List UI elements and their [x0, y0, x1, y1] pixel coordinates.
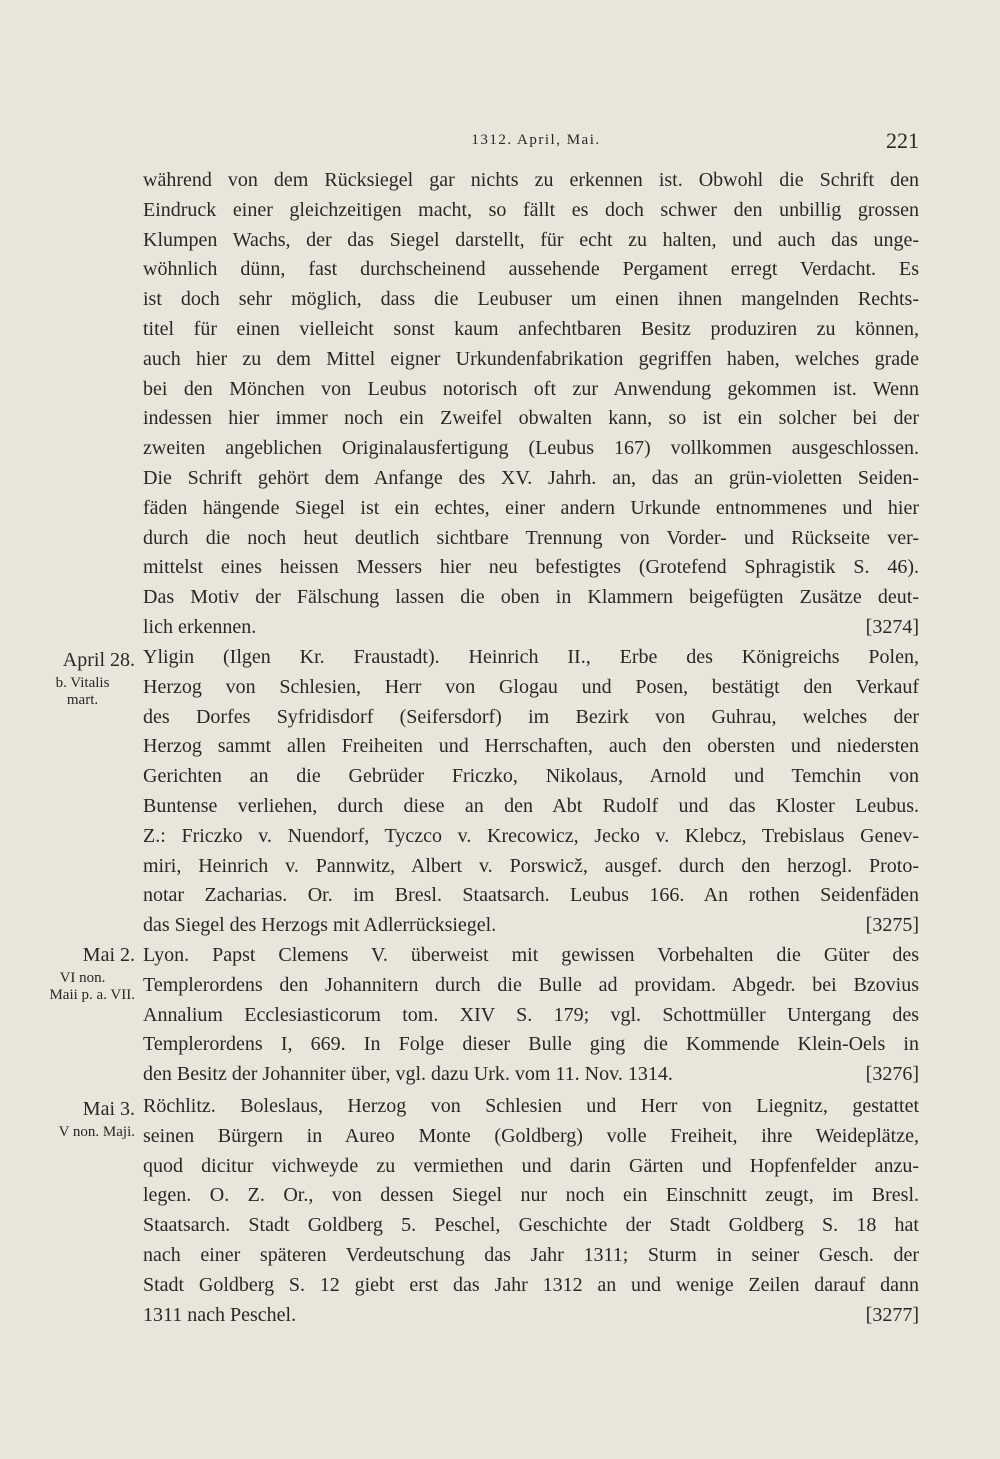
- text-line: Herzog von Schlesien, Herr von Glogau und Posen, bestätigt den Verkauf: [143, 675, 919, 698]
- text-line: notar Zacharias. Or. im Bresl. Staatsarch. Leubus 166. An rothen Seidenfäden: [143, 884, 919, 907]
- margin-note: mart.: [66, 692, 99, 708]
- text-line: auch hier zu dem Mittel eigner Urkundenfabrikation gegriffen haben, welches grade: [143, 347, 919, 370]
- margin-date: Mai 2.: [82, 944, 135, 966]
- text-line: [143, 1060, 919, 1090]
- margin-note: V non. Maji.: [58, 1124, 135, 1140]
- text-line: Röchlitz. Boleslaus, Herzog von Schlesien und Herr von Liegnitz, gestattet: [143, 1095, 919, 1117]
- text-line: indessen hier immer noch ein Zweifel obwalten kann, so ist ein solcher bei der: [143, 407, 919, 430]
- entry-number: [3277]: [865, 1303, 919, 1326]
- text-line: miri, Heinrich v. Pannwitz, Albert v. Porswicž, ausgef. durch den herzogl. Proto-: [143, 854, 919, 877]
- margin-date: April 28.: [62, 649, 135, 671]
- margin-date-mai-2: [20, 940, 135, 1004]
- text-line: Herzog sammt allen Freiheiten und Herrschaften, auch den obersten und niedersten: [143, 735, 919, 758]
- margin-note: Maii p. a. VII.: [49, 987, 135, 1003]
- text-line: nach einer späteren Verdeutschung das Jahr 1311; Sturm in seiner Gesch. der: [143, 1243, 919, 1266]
- page-number: 221: [886, 128, 919, 153]
- text-line: legen. O. Z. Or., von dessen Siegel nur noch ein Einschnitt zeugt, im Bresl.: [143, 1184, 919, 1207]
- text-line: Yligin (Ilgen Kr. Fraustadt). Heinrich II., Erbe des Königreichs Polen,: [143, 646, 919, 668]
- entry-number: [3274]: [865, 615, 919, 638]
- entry-3276: [143, 941, 919, 1090]
- entry-3277: [143, 1092, 919, 1330]
- text-line: Das Motiv der Fälschung lassen die oben in Klammern beigefügten Zusätze deut-: [143, 586, 919, 609]
- text-line: Klumpen Wachs, der das Siegel darstellt, für echt zu halten, und auch das unge-: [143, 228, 919, 251]
- text-line: Templerordens I, 669. In Folge dieser Bulle ging die Kommende Klein-Oels in: [143, 1033, 919, 1056]
- text-line: Gerichten an die Gebrüder Friczko, Nikolaus, Arnold und Temchin von: [143, 765, 919, 788]
- margin-date: Mai 3.: [82, 1098, 135, 1120]
- text-line-end: den Besitz der Johanniter über, vgl. dazu Urk. vom 11. Nov. 1314.: [143, 1063, 673, 1086]
- text-line: [143, 613, 919, 643]
- text-line: Templerordens den Johannitern durch die Bulle ad providam. Abgedr. bei Bzovius: [143, 973, 919, 996]
- text-line: quod dicitur vichweyde zu vermiethen und darin Gärten und Hopfenfelder anzu-: [143, 1154, 919, 1177]
- text-line: Stadt Goldberg S. 12 giebt erst das Jahr 1312 an und wenige Zeilen darauf dann: [143, 1273, 919, 1296]
- text-line: Eindruck einer gleichzeitigen macht, so fällt es doch schwer den unbillig grossen: [143, 198, 919, 221]
- margin-note: VI non.: [59, 970, 106, 986]
- margin-date-april-28: [20, 645, 135, 709]
- text-line-end: das Siegel des Herzogs mit Adlerrücksiegel.: [143, 914, 497, 937]
- text-line: [143, 1301, 919, 1331]
- text-line: Die Schrift gehört dem Anfange des XV. Jahrh. an, das an grün-violetten Seiden-: [143, 466, 919, 489]
- margin-note: b. Vitalis: [55, 675, 110, 691]
- text-line: ist doch sehr möglich, dass die Leubuser um einen ihnen mangelnden Rechts-: [143, 288, 919, 311]
- text-line: zweiten angeblichen Originalausfertigung (Leubus 167) vollkommen ausgeschlossen.: [143, 437, 919, 460]
- text-line-end: 1311 nach Peschel.: [143, 1303, 297, 1326]
- text-line: Staatsarch. Stadt Goldberg 5. Peschel, Geschichte der Stadt Goldberg S. 18 hat: [143, 1214, 919, 1237]
- text-line: seinen Bürgern in Aureo Monte (Goldberg) volle Freiheit, ihre Weideplätze,: [143, 1124, 919, 1147]
- text-line: Annalium Ecclesiasticorum tom. XIV S. 179; vgl. Schottmüller Untergang des: [143, 1003, 919, 1026]
- running-title: 1312. April, Mai.: [471, 132, 601, 148]
- margin-date-mai-3: [20, 1094, 135, 1141]
- text-line: [143, 911, 919, 941]
- entry-3275: [143, 643, 919, 941]
- text-line: Lyon. Papst Clemens V. überweist mit gewissen Vorbehalten die Güter des: [143, 944, 919, 966]
- page-header: [143, 128, 919, 156]
- text-line: fäden hängende Siegel ist ein echtes, einer andern Urkunde entnommenes und hier: [143, 496, 919, 519]
- text-line-end: lich erkennen.: [143, 615, 257, 638]
- text-line: Z.: Friczko v. Nuendorf, Tyczco v. Krecowicz, Jecko v. Klebcz, Trebislaus Genev-: [143, 824, 919, 847]
- text-line: wöhnlich dünn, fast durchscheinend aussehende Pergament erregt Verdacht. Es: [143, 258, 919, 281]
- text-line: durch die noch heut deutlich sichtbare Trennung von Vorder- und Rückseite ver-: [143, 526, 919, 549]
- text-line: während von dem Rücksiegel gar nichts zu erkennen ist. Obwohl die Schrift den: [143, 169, 919, 191]
- text-line: Buntense verliehen, durch diese an den Abt Rudolf und das Kloster Leubus.: [143, 794, 919, 817]
- text-line: bei den Mönchen von Leubus notorisch oft zur Anwendung gekommen ist. Wenn: [143, 377, 919, 400]
- text-line: des Dorfes Syfridisdorf (Seifersdorf) im Bezirk von Guhrau, welches der: [143, 705, 919, 728]
- entry-3274: [143, 166, 919, 643]
- entry-number: [3276]: [865, 1063, 919, 1086]
- text-line: mittelst eines heissen Messers hier neu befestigtes (Grotefend Sphragistik S. 46).: [143, 556, 919, 579]
- entry-number: [3275]: [865, 914, 919, 937]
- text-line: titel für einen vielleicht sonst kaum anfechtbaren Besitz produziren zu können,: [143, 317, 919, 340]
